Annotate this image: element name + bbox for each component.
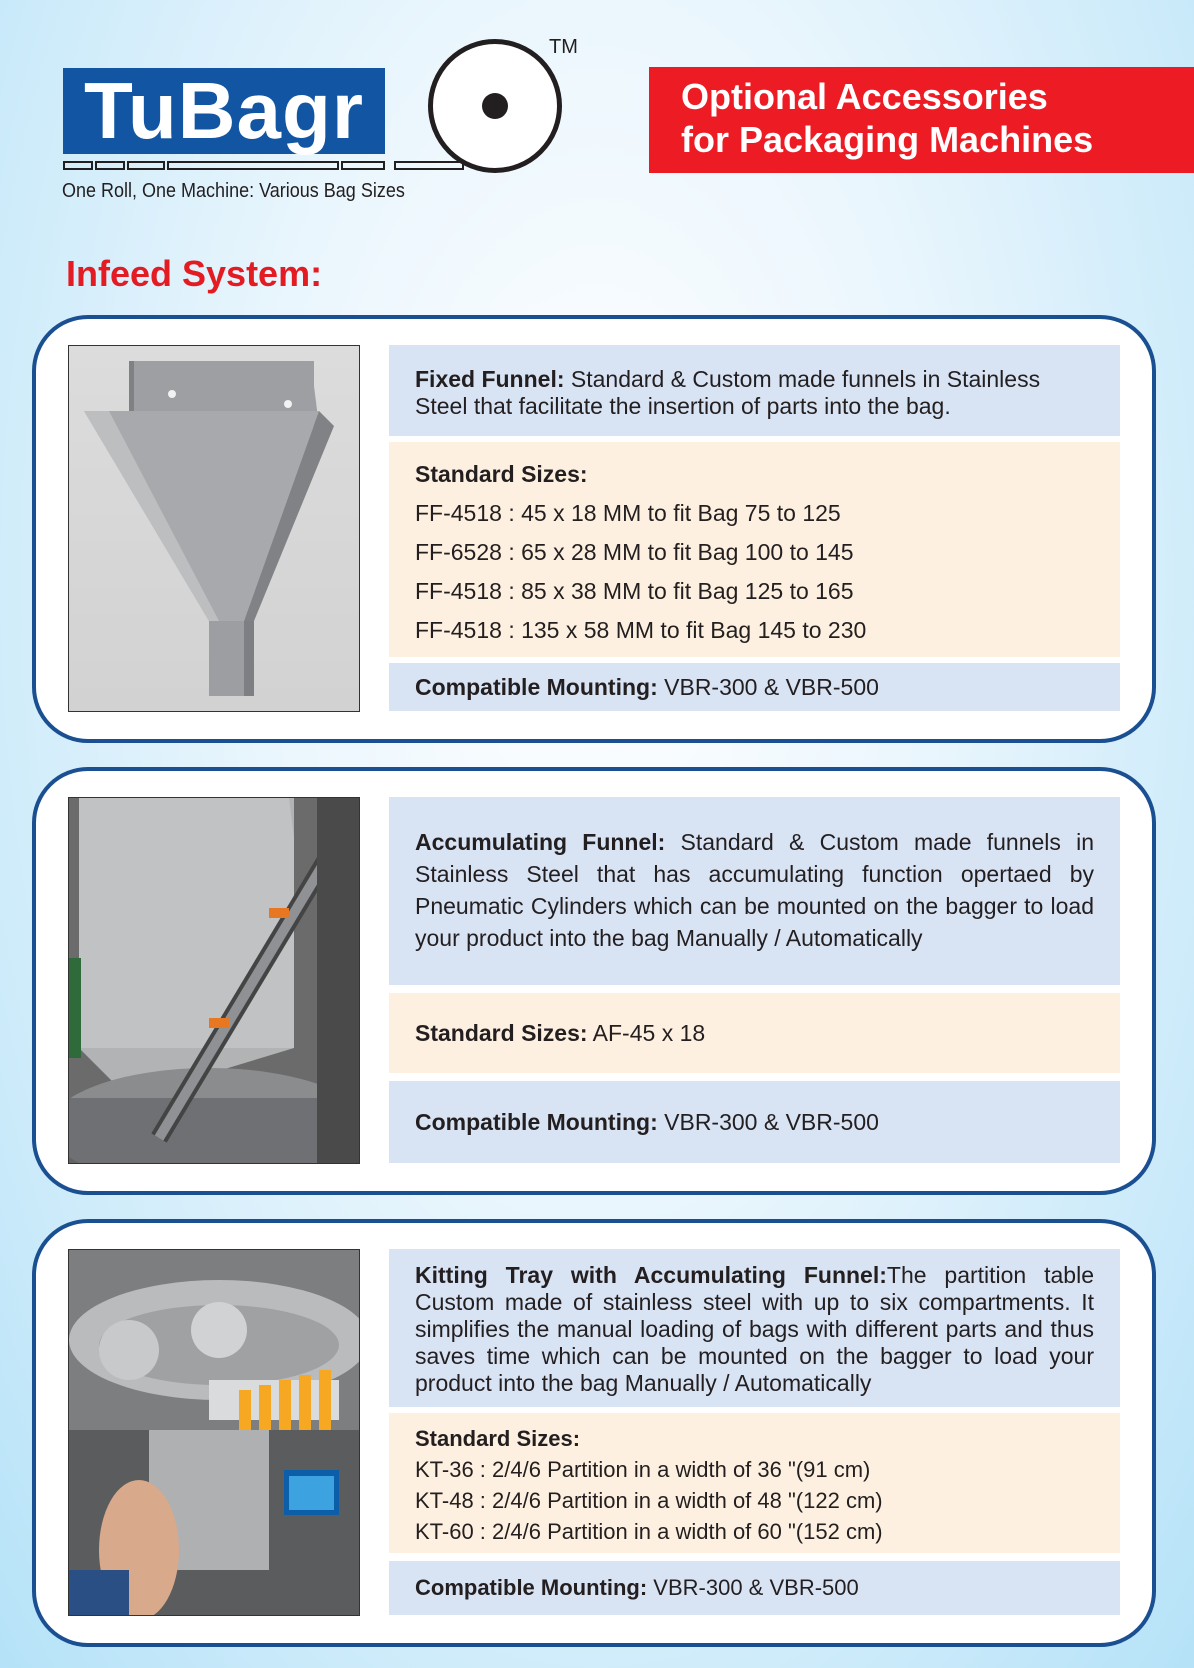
size-item: FF-4518 : 85 x 38 MM to fit Bag 125 to 165 [415,578,854,604]
brand-logo: TuBagr [63,68,385,154]
card-title: Kitting Tray with Accumulating Funnel: [415,1262,887,1288]
kitting-tray-photo [68,1249,360,1616]
sizes-label: Standard Sizes: [415,1426,581,1451]
card-title: Fixed Funnel: [415,366,565,392]
accumulating-funnel-description [389,797,1120,985]
accumulating-funnel-sizes [389,993,1120,1073]
tape-segment [167,161,339,170]
size-item: FF-6528 : 65 x 28 MM to fit Bag 100 to 145 [415,539,854,565]
fixed-funnel-mounting [389,663,1120,711]
tape-segment [63,161,93,170]
size-item: FF-4518 : 135 x 58 MM to fit Bag 145 to 230 [415,617,867,643]
trademark: TM [549,36,578,58]
fixed-funnel-sizes [389,442,1120,657]
tape-roll-icon [428,39,562,173]
kitting-tray-description [389,1249,1120,1407]
card-description: Standard & Custom made funnels in Stainless Steel that has accumulating function opertaed by Pneumatic Cylinders which can be mounted on the bagger to load your product into the bag Manually / Automatically [415,829,1095,951]
header-banner [649,67,1194,173]
size-value: AF-45 x 18 [587,1020,706,1046]
fixed-funnel-photo [68,345,360,712]
size-item: FF-4518 : 45 x 18 MM to fit Bag 75 to 125 [415,500,841,526]
mounting-value: VBR-300 & VBR-500 [657,674,879,700]
size-item: KT-60 : 2/4/6 Partition in a width of 60 "(152 cm) [415,1519,883,1544]
size-item: KT-36 : 2/4/6 Partition in a width of 36 "(91 cm) [415,1457,871,1482]
mounting-label: Compatible Mounting: [415,674,658,700]
banner-line-2: for Packaging Machines [681,119,1094,160]
banner-line-1: Optional Accessories [681,76,1048,117]
sizes-label: Standard Sizes: [415,461,588,487]
card-description: Standard & Custom made funnels in Stainless Steel that facilitate the insertion of parts into the bag. [415,366,1041,419]
mounting-label: Compatible Mounting: [415,1109,658,1135]
kitting-tray-sizes [389,1413,1120,1553]
tape-segment [394,161,464,170]
fixed-funnel-description [389,345,1120,436]
card-description: The partition table Custom made of stainless steel with up to six compartments. It simplifies the manual loading of bags with different parts and thus saves time which can be mounted on the bagger to load your product into the bag Manually / Automatically [415,1262,1094,1396]
accumulating-funnel-mounting [389,1081,1120,1163]
mounting-value: VBR-300 & VBR-500 [647,1575,859,1600]
sizes-label: Standard Sizes: [415,1020,588,1046]
brand-tagline: One Roll, One Machine: Various Bag Sizes [62,180,405,202]
tape-segment [341,161,385,170]
size-item: KT-48 : 2/4/6 Partition in a width of 48 "(122 cm) [415,1488,883,1513]
tape-segment [95,161,125,170]
mounting-value: VBR-300 & VBR-500 [657,1109,879,1135]
section-title: Infeed System: [66,253,323,294]
tape-segment [127,161,165,170]
accumulating-funnel-photo [68,797,360,1164]
kitting-tray-mounting [389,1561,1120,1615]
card-title: Accumulating Funnel: [415,829,666,855]
mounting-label: Compatible Mounting: [415,1575,648,1600]
